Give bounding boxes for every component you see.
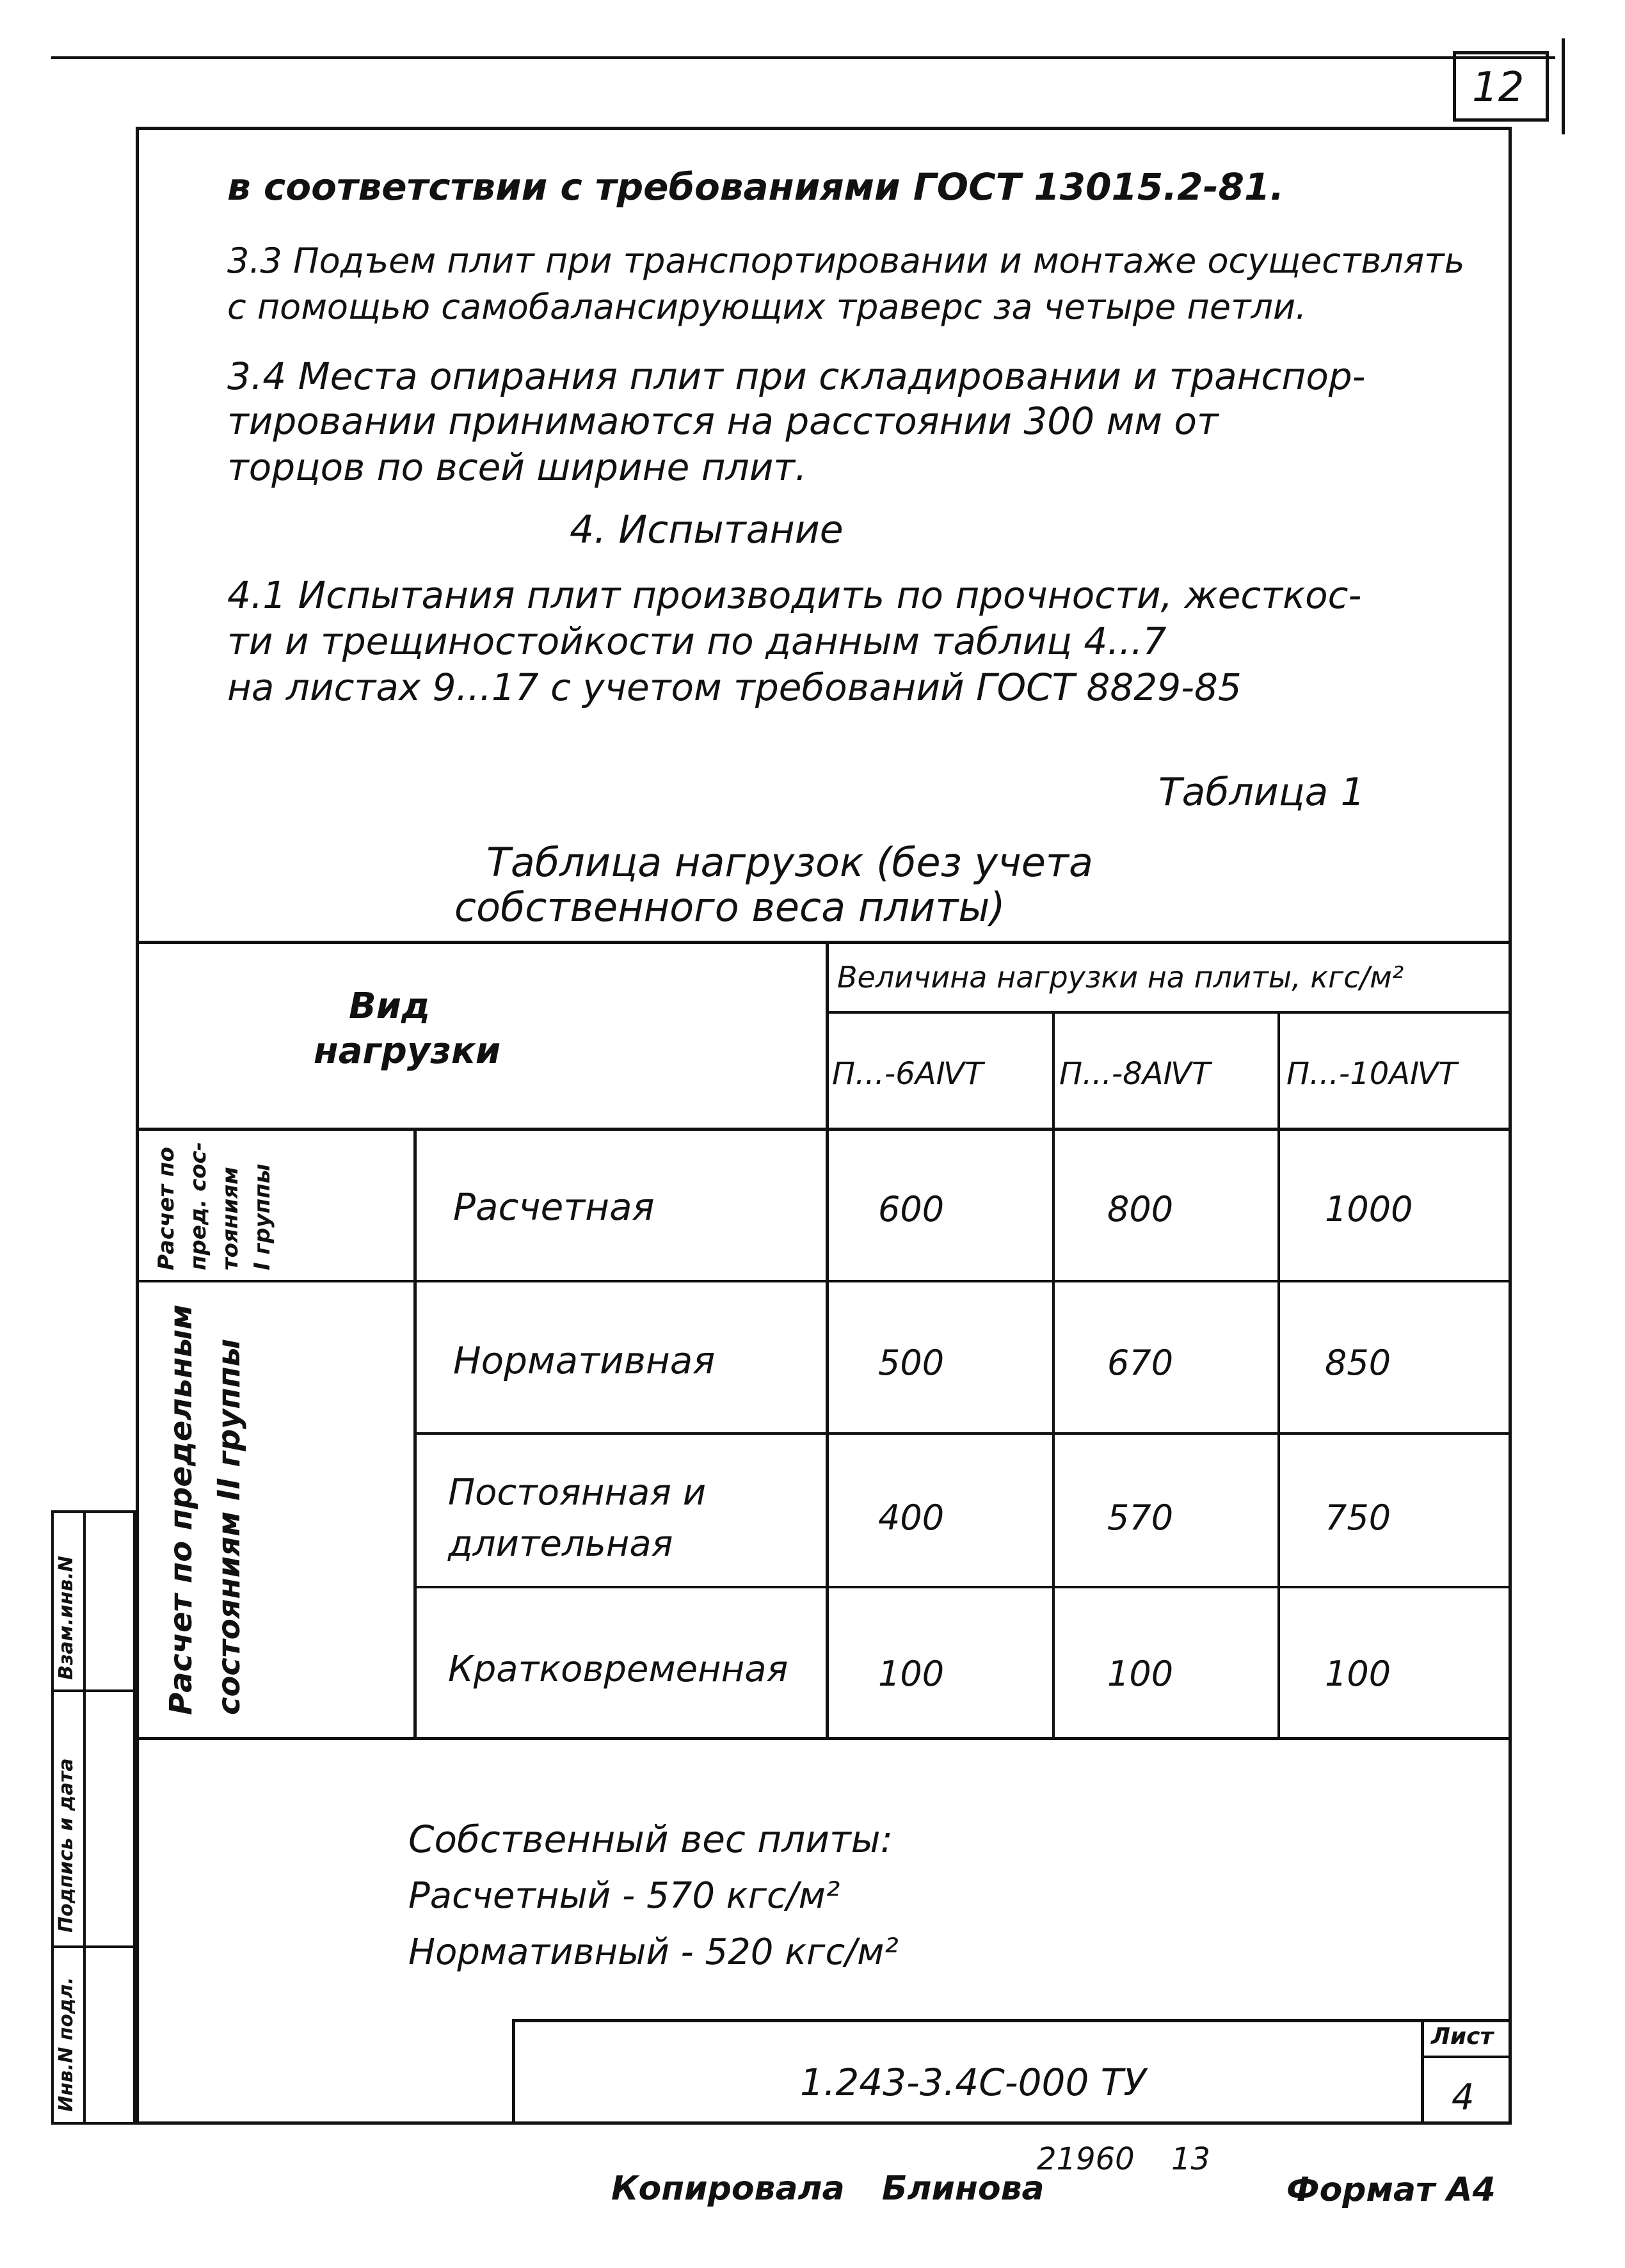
side-stamp-divider	[51, 1945, 136, 1948]
copied-name: Блинова	[881, 2169, 1045, 2208]
table-rule	[415, 1432, 1512, 1435]
table-rule	[136, 1128, 1512, 1131]
paragraph-line: 4.1 Испытания плит производить по прочности, жесткос-	[227, 573, 1362, 617]
stamp-sheet-number: 4	[1452, 2077, 1475, 2118]
row-name: Постоянная и	[448, 1472, 707, 1513]
paragraph-line: с помощью самобалансирующих траверс за четыре петли.	[227, 287, 1307, 327]
table-rule	[826, 1011, 1512, 1014]
table-rule	[136, 1280, 1512, 1282]
right-edge-rule	[1562, 38, 1565, 134]
row-value: 100	[1107, 1654, 1174, 1694]
stamp-sheet-label: Лист	[1431, 2024, 1494, 2050]
side-label-inv: Инв.N подл.	[55, 1977, 77, 2112]
row-value: 850	[1325, 1343, 1391, 1383]
table-rule	[1277, 1011, 1280, 1739]
paragraph-line: 3.3 Подъем плит при транспортировании и монтаже осуществлять	[227, 241, 1465, 281]
table-rule	[136, 1737, 1512, 1740]
group1-label: I группы	[250, 1163, 275, 1270]
group2-label: состояниям II группы	[211, 1339, 247, 1715]
table-rule	[826, 941, 829, 1739]
row-name: длительная	[448, 1523, 673, 1565]
column-header: П...-6АⅣТ	[832, 1056, 984, 1092]
column-header: П...-10АⅣТ	[1286, 1056, 1457, 1092]
paragraph-line: на листах 9...17 с учетом требований ГОСТ 8829-85	[227, 666, 1242, 709]
table-rule	[1052, 1011, 1055, 1739]
paragraph-line: тировании принимаются на расстоянии 300 мм от	[227, 399, 1219, 443]
row-value: 100	[878, 1654, 945, 1694]
table-rule	[413, 1128, 417, 1739]
stamp-divider	[1421, 2056, 1512, 2058]
group2-label: Расчет по предельным	[163, 1304, 199, 1715]
header-left: Вид	[349, 986, 431, 1027]
format-label: Формат А4	[1286, 2171, 1496, 2209]
group1-label: тояниям	[218, 1167, 243, 1270]
row-value: 670	[1107, 1343, 1174, 1383]
row-value: 1000	[1325, 1189, 1413, 1229]
row-value: 570	[1107, 1497, 1174, 1538]
paragraph-line: в соответствии с требованиями ГОСТ 13015.2-81.	[227, 165, 1285, 209]
stamp-code: 1.243-3.4С-000 ТУ	[800, 2061, 1146, 2104]
copied-by	[611, 2169, 1045, 2208]
row-name: Расчетная	[453, 1185, 655, 1229]
footer-note: Собственный вес плиты:	[408, 1817, 893, 1861]
table-label: Таблица 1	[1158, 770, 1365, 815]
corner-sheet-number: 12	[1472, 64, 1525, 111]
row-name: Кратковременная	[448, 1649, 788, 1690]
row-value: 500	[878, 1343, 945, 1383]
column-header: П...-8АⅣТ	[1059, 1056, 1211, 1092]
row-value: 400	[878, 1497, 945, 1538]
side-stamp-divider	[83, 1510, 86, 2125]
stamp-divider	[1421, 2019, 1424, 2125]
side-stamp-divider	[51, 1689, 136, 1692]
row-name: Нормативная	[453, 1339, 716, 1382]
top-rule	[51, 56, 1555, 59]
row-value: 100	[1325, 1654, 1391, 1694]
header-right: Величина нагрузки на плиты, кгс/м²	[837, 960, 1404, 994]
paragraph-line: 3.4 Места опирания плит при складировании и транспор-	[227, 355, 1366, 398]
paragraph-line: торцов по всей ширине плит.	[227, 445, 807, 489]
footer-note: Нормативный - 520 кгс/м²	[408, 1931, 899, 1973]
row-value: 800	[1107, 1189, 1174, 1229]
paragraph-line: ти и трещиностойкости по данным таблиц 4...7	[227, 619, 1167, 663]
side-label-sign: Подпись и дата	[55, 1758, 77, 1933]
section-title: 4. Испытание	[570, 507, 844, 552]
copied-label: Копировала	[611, 2169, 845, 2208]
group1-label: пред. сос-	[186, 1142, 211, 1270]
row-value: 750	[1325, 1497, 1391, 1538]
group1-label: Расчет по	[154, 1147, 179, 1270]
footer-note: Расчетный - 570 кгс/м²	[408, 1875, 840, 1917]
bottom-number-2: 13	[1171, 2141, 1211, 2177]
table-rule	[415, 1586, 1512, 1588]
table-title: Таблица нагрузок (без учета	[486, 839, 1093, 886]
table-rule	[136, 941, 1512, 944]
header-left: нагрузки	[314, 1030, 501, 1072]
side-label-replace: Взам.инв.N	[55, 1556, 77, 1680]
bottom-number: 21960	[1037, 2141, 1135, 2177]
table-title: собственного веса плиты)	[454, 884, 1005, 930]
row-value: 600	[878, 1189, 945, 1229]
